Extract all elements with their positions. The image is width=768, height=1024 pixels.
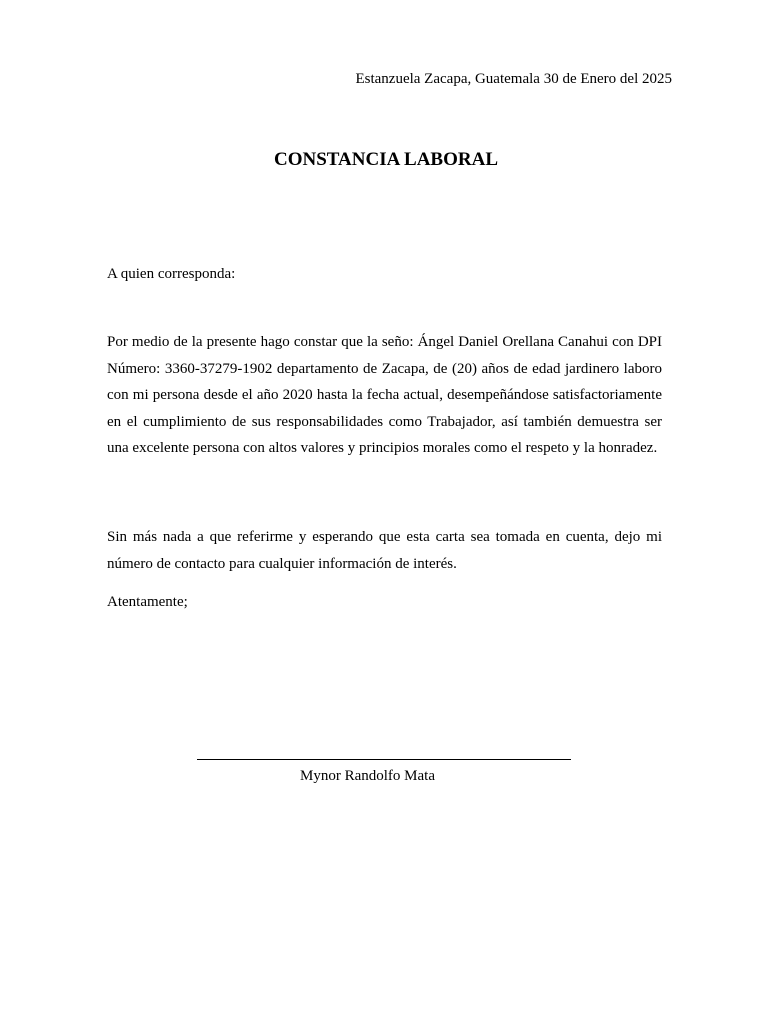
signatory-name: Mynor Randolfo Mata <box>300 768 435 784</box>
date-location-line: Estanzuela Zacapa, Guatemala 30 de Enero del 2025 <box>355 71 672 87</box>
body-paragraph-contact: Sin más nada a que referirme y esperando que esta carta sea tomada en cuenta, dejo mi número de contacto para cualquier información de interés. <box>107 529 662 572</box>
body-paragraph-certification: Por medio de la presente hago constar que la seño: Ángel Daniel Orellana Canahui con DPI Número: 3360-37279-1902 departamento de Zacapa, de (20) años de edad jardinero laboro con mi persona desde el año 2020 hasta la fecha actual, desempeñándose satisfactoriamente en el cumplimiento de sus responsabilidades como Trabajador, así también demuestra ser una excelente persona con altos valores y principios morales como el respeto y la honradez. <box>107 334 662 456</box>
document-title: CONSTANCIA LABORAL <box>274 149 498 170</box>
salutation: A quien corresponda: <box>107 266 236 282</box>
closing-phrase: Atentamente; <box>107 594 188 610</box>
signature-line <box>197 759 571 760</box>
